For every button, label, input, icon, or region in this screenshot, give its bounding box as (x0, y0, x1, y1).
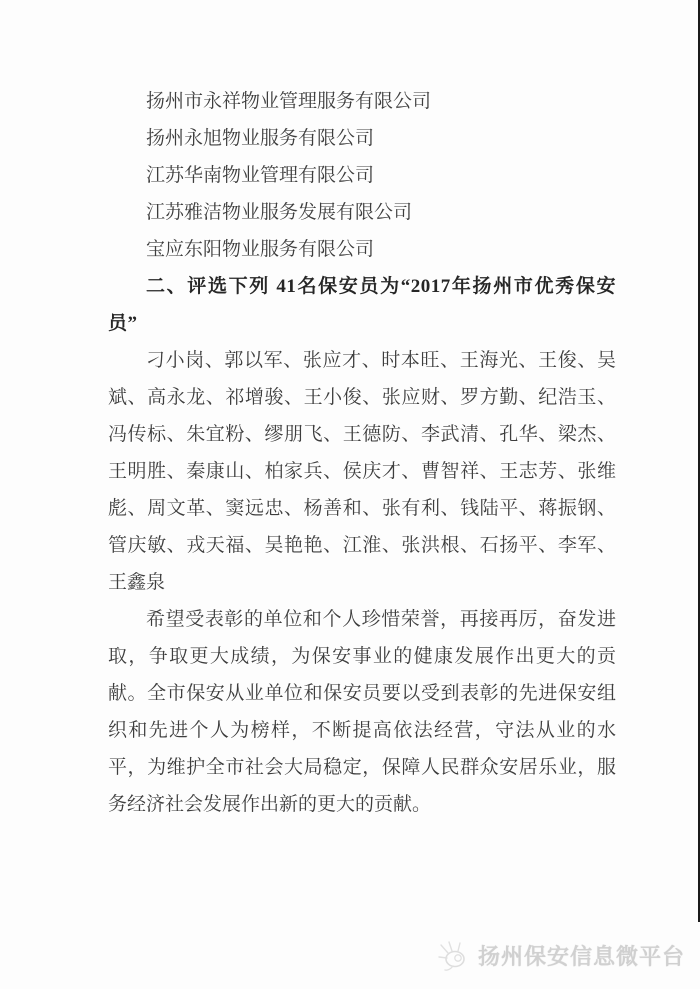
watermark-text: 扬州保安信息微平台 (477, 943, 685, 969)
document-body (108, 83, 616, 823)
footer-watermark (435, 935, 685, 975)
closing-paragraph: 希望受表彰的单位和个人珍惜荣誉，再接再厉，奋发进取，争取更大成绩，为保安事业的健康发展作出更大的贡献。全市保安从业单位和保安员要以受到表彰的先进保安组织和先进个人为榜样，不断提高依法经营，守法从业的水平，为维护全市社会大局稳定，保障人民群众安居乐业，服务经济社会发展作出新的更大的贡献。 (108, 609, 616, 815)
company-list-item: 扬州永旭物业服务有限公司 (146, 128, 375, 149)
section-heading: 二、评选下列 41名保安员为“2017年扬州市优秀保安员” (108, 276, 616, 334)
company-list-item: 扬州市永祥物业管理服务有限公司 (146, 91, 432, 112)
sketch-flower-logo-icon (435, 935, 471, 975)
company-list-item: 江苏雅洁物业服务发展有限公司 (146, 202, 413, 223)
names-paragraph: 刁小岗、郭以军、张应才、时本旺、王海光、王俊、吴斌、高永龙、祁增骏、王小俊、张应财、罗方勤、纪浩玉、冯传标、朱宜粉、缪朋飞、王德防、李武清、孔华、梁杰、王明胜、秦康山、柏家兵、侯庆才、曹智祥、王志芳、张维彪、周文革、窦远忠、杨善和、张有利、钱陆平、蒋振钢、管庆敏、戎天福、吴艳艳、江淮、张洪根、石扬平、李军、王鑫泉 (108, 350, 616, 593)
company-list-item: 江苏华南物业管理有限公司 (146, 165, 375, 186)
company-list-item: 宝应东阳物业服务有限公司 (146, 239, 375, 260)
